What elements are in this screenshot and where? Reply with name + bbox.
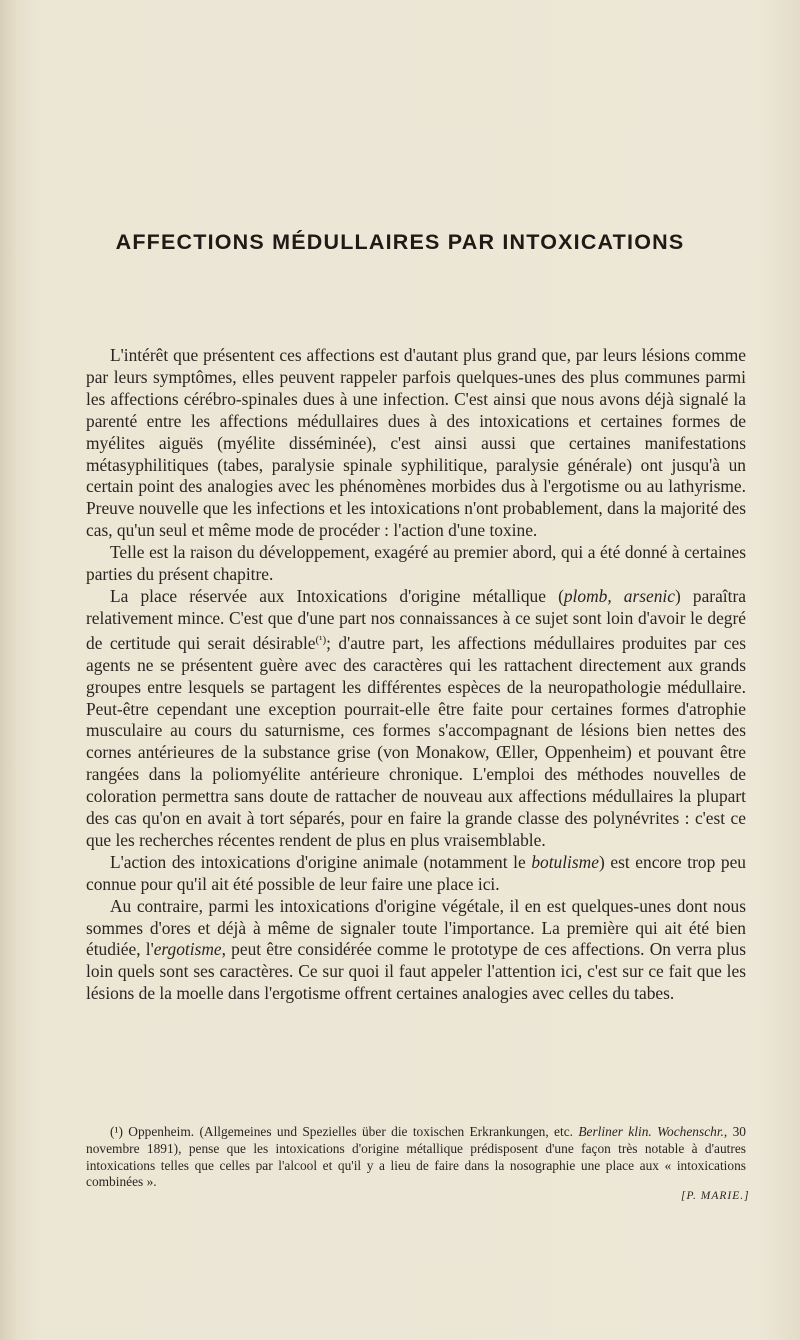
main-text: [86, 345, 746, 1005]
paragraph-4: [86, 852, 746, 896]
paragraph-1: [86, 345, 746, 542]
footnote-reference: (¹): [315, 633, 327, 646]
footnote-text-a: Oppenheim. (Allgemeines und Spezielles über die toxischen Erkrankungen, etc.: [122, 1124, 579, 1139]
paragraph-4-text-b: ) est encore trop peu connue pour qu'il ait été possible de leur faire une place ici.: [86, 851, 746, 894]
paragraph-3: [86, 586, 746, 852]
footnote-journal: Berliner klin. Wochenschr.: [578, 1124, 724, 1139]
footnote-mark: (¹): [110, 1124, 123, 1139]
paragraph-3-text-b: ) paraîtra relativement mince. C'est que d'une part nos connaissances à ce sujet sont loin d'avoir le degré de certitude qui serait désirable: [86, 585, 746, 653]
paragraph-2: [86, 542, 746, 586]
footnote-text-b: , 30 novembre 1891), pense que les intoxications d'origine métallique prédisposent d'une façon très notable à d'autres intoxications telles que celles par l'alcool et qu'il y a lieu de faire dans la nosographie une place aux « intoxications combinées ».: [86, 1124, 746, 1190]
author-signature: [P. MARIE.]: [681, 1190, 750, 1202]
paragraph-3-text-c: ; d'autre part, les affections médullaires produites par ces agents ne se présentent guère avec des caractères qui les rattachent directement aux grands groupes entre lesquels se partagent les différentes espèces de la neuropathologie médullaire. Peut-être cependant une exception pourrait-elle être faite pour certaines formes d'atrophie musculaire au cours du saturnisme, ces formes s'accompagnant de lésions bien nettes des cornes antérieures de la substance grise (von Monakow, Œller, Oppenheim) et pouvant être rangées dans la poliomyélite antérieure chronique. L'emploi des méthodes nouvelles de coloration permettra sans doute de rattacher de nouveau aux affections médullaires la plupart des cas qu'on en avait à tort séparés, pour en faire la grande classe des polynévrites : c'est ce que les recherches récentes rendent de plus en plus vraisemblable.: [86, 632, 746, 850]
paragraph-2-text: Telle est la raison du développement, exagéré au premier abord, qui a été donné à certaines parties du présent chapitre.: [86, 542, 746, 585]
paragraph-5-emphasis: ergotisme: [153, 939, 222, 960]
paragraph-4-text-a: L'action des intoxications d'origine animale (notamment le: [110, 851, 532, 872]
paragraph-5-text-b: , peut être considérée comme le prototype de ces affections. On verra plus loin quels sont ses caractères. Ce sur quoi il faut appeler l'attention ici, c'est sur ce fait que les lésions de la moelle dans l'ergotisme offrent certaines analogies avec celles du tabes.: [86, 939, 746, 1004]
paragraph-5: [86, 896, 746, 1006]
page-title: AFFECTIONS MÉDULLAIRES PAR INTOXICATIONS: [115, 230, 685, 254]
paragraph-5-text-a: Au contraire, parmi les intoxications d'origine végétale, il en est quelques-unes dont nous sommes d'ores et déjà à même de signaler toute l'importance. La première qui ait été bien étudiée, l': [86, 895, 746, 960]
paragraph-3-text-a: La place réservée aux Intoxications d'origine métallique (: [110, 585, 564, 606]
paragraph-1-text: L'intérêt que présentent ces affections est d'autant plus grand que, par leurs lésions comme par leurs symptômes, elles peuvent rappeler parfois quelques-unes des plus communes parmi les affections cérébro-spinales dues à une infection. C'est ainsi que nous avons déjà signalé la parenté entre les affections médullaires dues à des intoxications et certaines formes de myélites aiguës (myélite disséminée), c'est ainsi aussi que certaines manifestations métasyphilitiques (tabes, paralysie spinale syphilitique, paralysie générale) ont jusqu'à un certain point des analogies avec les phénomènes morbides dus à l'ergotisme ou au lathyrisme. Preuve nouvelle que les infections et les intoxications n'ont probablement, dans la majorité des cas, qu'un seul et même mode de procéder : l'action d'une toxine.: [86, 345, 746, 541]
paragraph-4-emphasis: botulisme: [531, 851, 599, 872]
footnote: [86, 1124, 746, 1191]
paragraph-3-emphasis: plomb, arsenic: [563, 585, 675, 606]
